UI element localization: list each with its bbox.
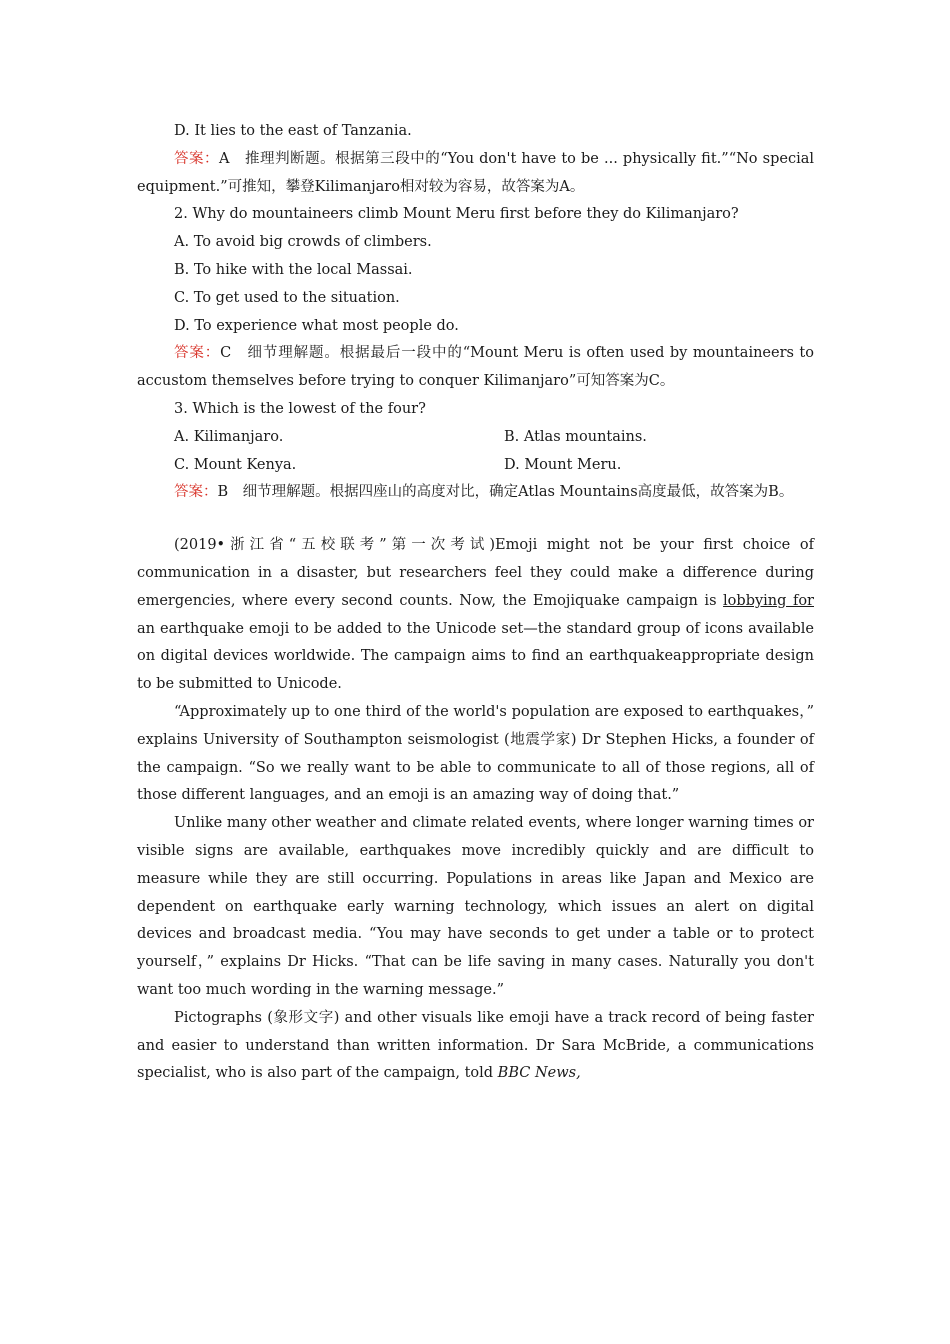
answer-label: 答案： — [174, 484, 218, 501]
answer-label: 答案： — [174, 345, 221, 362]
underlined-phrase: lobbying for — [723, 592, 814, 609]
section-gap — [137, 507, 814, 532]
q2-option: A. To avoid big crowds of climbers. — [174, 234, 432, 251]
q1-answer — [137, 146, 814, 202]
answer-text: C 细节理解题。根据最后一段中的“Mount Meru is often used by mountaineers to accustom themselves before trying to conquer Kilimanjaro”可知答案为C。 — [137, 345, 814, 390]
q1-option-d: D. It lies to the east of Tanzania. — [174, 123, 412, 139]
q3-option: A. Kilimanjaro. — [174, 428, 284, 445]
q3-option: B. Atlas mountains. — [504, 428, 647, 445]
p4-text: Pictographs (象形文字) and other visuals like emoji have a track record of being faster and easier to understand than written information. Dr Sara McBride, a communications specialist, who is also part of the campaign, told — [137, 1009, 814, 1082]
answer-text: B 细节理解题。根据四座山的高度对比，确定Atlas Mountains高度最低，故答案为B。 — [217, 484, 794, 501]
document-page — [137, 118, 814, 1088]
italic-source: BBC News, — [497, 1065, 581, 1082]
q2-option: C. To get used to the situation. — [174, 289, 400, 306]
q2-question: 2. Why do mountaineers climb Mount Meru first before they do Kilimanjaro? — [174, 206, 739, 223]
q3-question: 3. Which is the lowest of the four? — [174, 400, 426, 417]
p1-text-cont: an earthquake emoji to be added to the Unicode set—the standard group of icons available on digital devices worldwide. The campaign aims to find an earthquakeappropriate design to be submitted to Unicode. — [137, 620, 814, 693]
p1-text: (2019•浙江省“五校联考”第一次考试)Emoji might not be your first choice of communication in a disaster, but researchers feel they could make a difference during emergencies, where every second counts. Now, the Emojiquake campaign is — [137, 537, 814, 609]
passage-paragraph-1 — [137, 532, 814, 699]
q2-option: D. To experience what most people do. — [174, 317, 459, 334]
passage-paragraph-4 — [137, 1005, 814, 1088]
q3-options-row — [137, 452, 814, 480]
q3-answer — [137, 479, 814, 507]
q3-option: C. Mount Kenya. — [174, 456, 297, 473]
q3-options-row — [137, 424, 814, 452]
q2-option: B. To hike with the local Massai. — [174, 261, 413, 278]
answer-text: A 推理判断题。根据第三段中的“You don't have to be ... physically fit.”“No special equipment.”可推知，攀登Kilimanjaro相对较为容易，故答案为A。 — [137, 150, 814, 195]
passage-paragraph-3: Unlike many other weather and climate related events, where longer warning times or visible signs are available, earthquakes move incredibly quickly and are difficult to measure while they are still occurring. Populations in areas like Japan and Mexico are dependent on earthquake early warning technology, which issues an alert on digital devices and broadcast media. “You may have seconds to get under a table or to protect yourself，” explains Dr Hicks. “That can be life saving in many cases. Naturally you don't want too much wording in the warning message.” — [137, 815, 814, 998]
passage-paragraph-2: “Approximately up to one third of the world's population are exposed to earthquakes，” explains University of Southampton seismologist (地震学家) Dr Stephen Hicks, a founder of the campaign. “So we really want to be able to communicate to all of those regions, all of those different languages, and an emoji is an amazing way of doing that.” — [137, 703, 814, 804]
q3-option: D. Mount Meru. — [504, 456, 622, 473]
answer-label: 答案： — [174, 150, 220, 167]
q2-answer — [137, 340, 814, 396]
